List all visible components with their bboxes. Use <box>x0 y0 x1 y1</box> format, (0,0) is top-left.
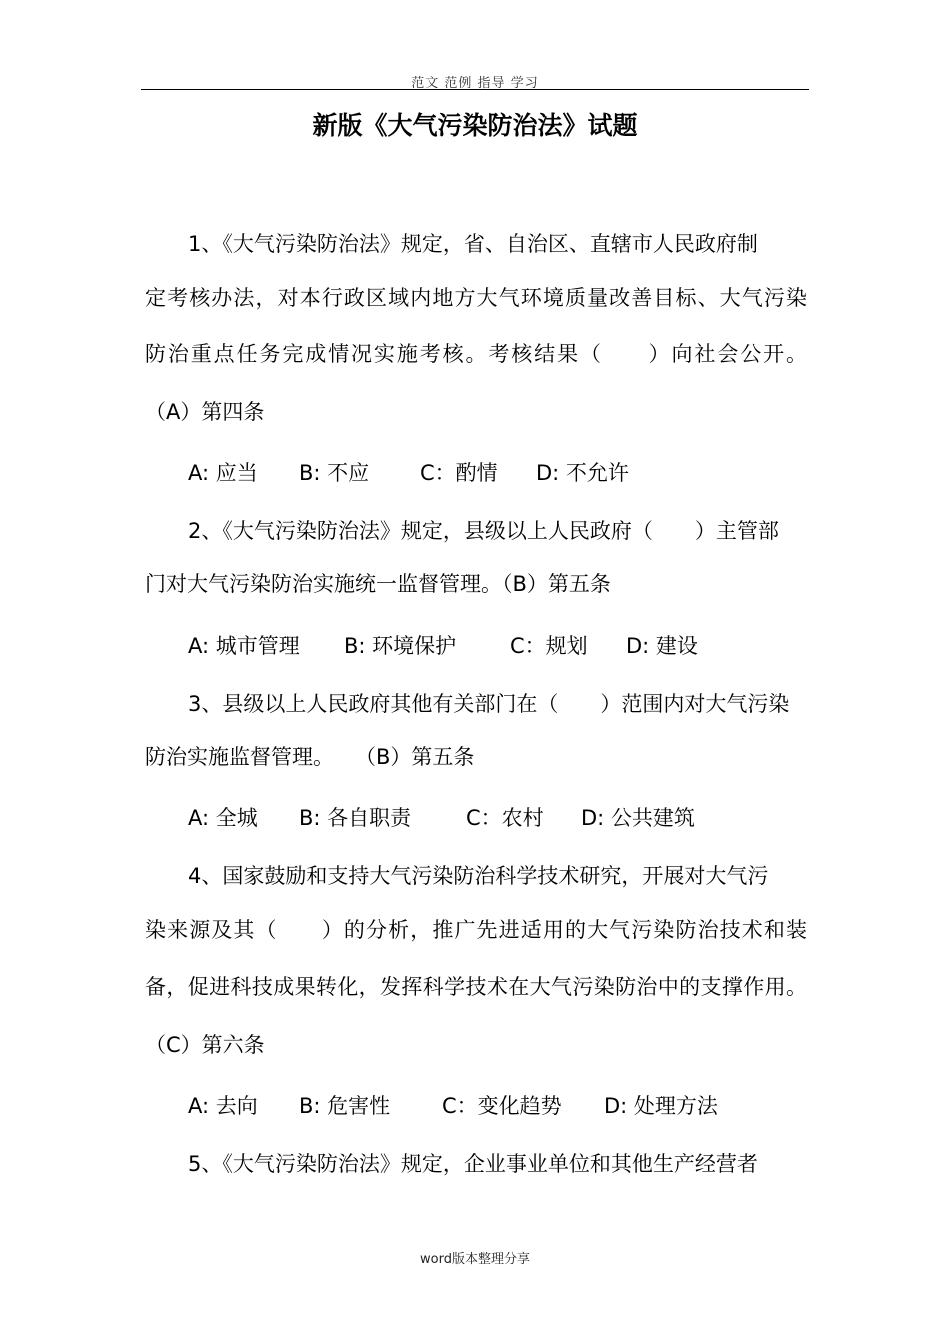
option-d: D: 不允许 <box>536 461 629 485</box>
option-a: A: 去向 <box>188 1094 258 1118</box>
option-c: C：规划 <box>510 634 588 658</box>
option-a: A: 全城 <box>188 806 258 830</box>
option-b: B: 危害性 <box>299 1094 391 1118</box>
question-4-line-3: 备，促进科技成果转化，发挥科学技术在大气污染防治中的支撑作用。 <box>145 975 807 999</box>
page-footer: word版本整理分享 <box>420 1252 530 1267</box>
option-c: C：酌情 <box>420 461 498 485</box>
document-title: 新版《大气污染防治法》试题 <box>312 111 638 140</box>
question-1-line-2: 定考核办法，对本行政区域内地方大气环境质量改善目标、大气污染 <box>145 286 807 310</box>
question-1-answer: （A）第四条 <box>145 400 265 424</box>
question-1-line-3: 防治重点任务完成情况实施考核。考核结果（ ）向社会公开。 <box>145 342 807 366</box>
option-c: C：变化趋势 <box>442 1094 562 1118</box>
option-d: D: 处理方法 <box>604 1094 718 1118</box>
question-1-line-1: 1、《大气污染防治法》规定，省、自治区、直辖市人民政府制 <box>188 232 758 256</box>
option-c: C：农村 <box>466 806 544 830</box>
question-4-line-2: 染来源及其（ ）的分析，推广先进适用的大气污染防治技术和装 <box>145 918 807 942</box>
page-header: 范文 范例 指导 学习 <box>411 76 539 91</box>
option-d: D: 建设 <box>626 634 698 658</box>
question-4-line-1: 4、国家鼓励和支持大气污染防治科学技术研究，开展对大气污 <box>188 864 769 888</box>
option-b: B: 各自职责 <box>299 806 412 830</box>
question-3-line-2: 防治实施监督管理。 （B）第五条 <box>145 745 475 769</box>
question-5-line-1: 5、《大气污染防治法》规定，企业事业单位和其他生产经营者 <box>188 1152 758 1176</box>
option-d: D: 公共建筑 <box>581 806 695 830</box>
question-2-line-1: 2、《大气污染防治法》规定，县级以上人民政府（ ）主管部 <box>188 519 779 543</box>
header-divider <box>141 89 809 90</box>
option-a: A: 城市管理 <box>188 634 300 658</box>
question-3-line-1: 3、县级以上人民政府其他有关部门在（ ）范围内对大气污染 <box>188 692 790 716</box>
question-4-answer: （C）第六条 <box>145 1033 265 1057</box>
option-b: B: 环境保护 <box>344 634 457 658</box>
option-a: A: 应当 <box>188 461 258 485</box>
option-b: B: 不应 <box>299 461 370 485</box>
question-2-line-2: 门对大气污染防治实施统一监督管理。（B）第五条 <box>145 572 611 596</box>
